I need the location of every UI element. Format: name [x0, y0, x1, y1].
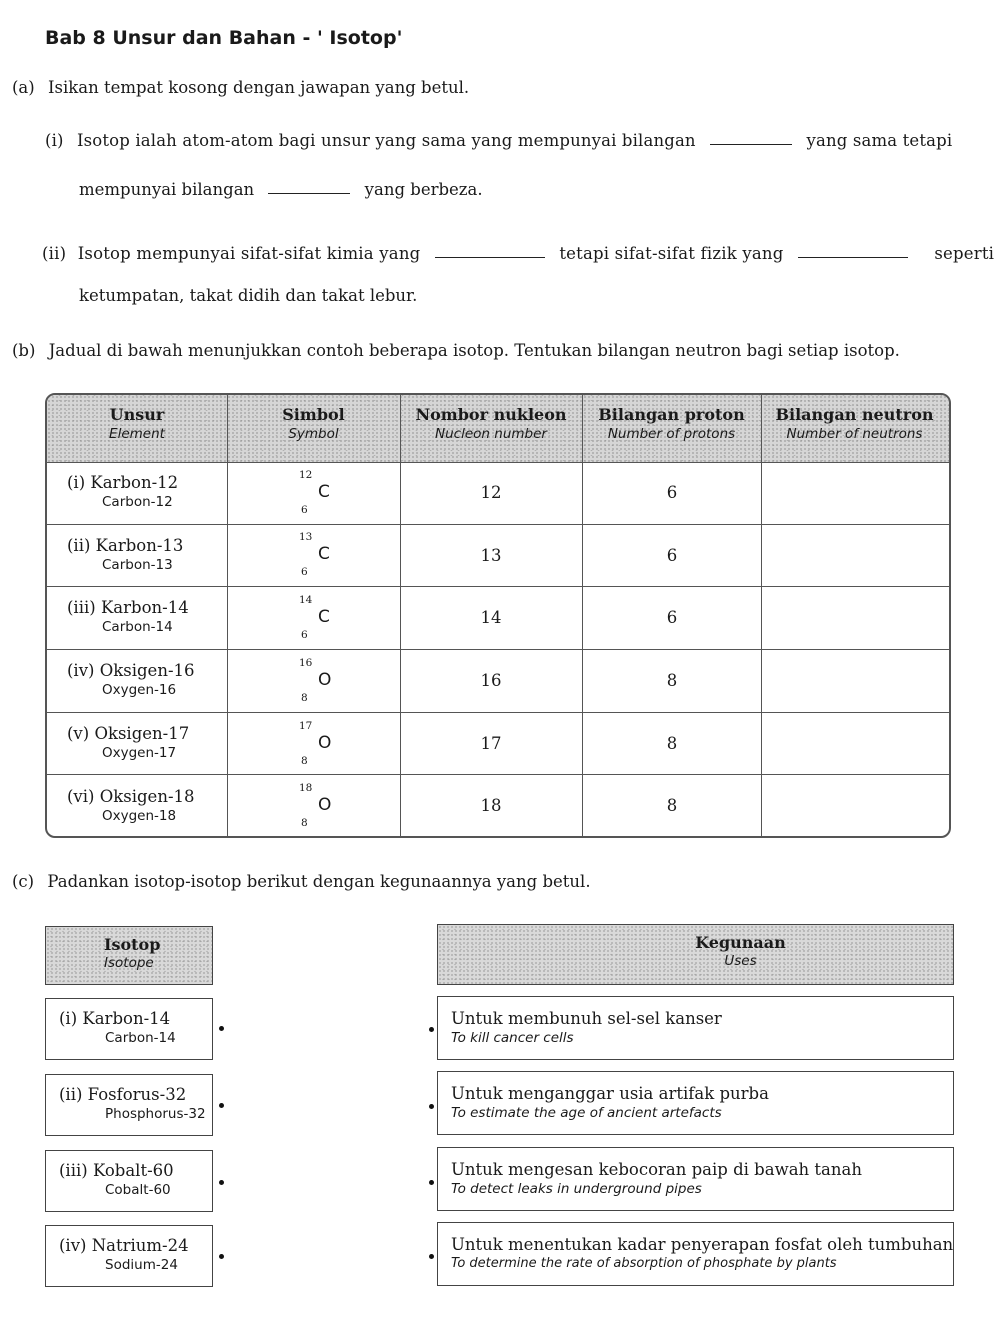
column-divider	[400, 395, 401, 836]
question-a-ii-text3: seperti	[934, 244, 995, 263]
isotope-item-phosphorus-32[interactable]: (ii) Fosforus-32 Phosphorus-32	[45, 1074, 213, 1136]
neutron-answer-cell[interactable]	[763, 587, 948, 648]
header-element: Unsur Element	[109, 405, 165, 442]
table-row-element: (vi) Oksigen-18 Oxygen-18	[67, 787, 195, 824]
isotope-table	[45, 393, 951, 838]
part-c-heading	[12, 872, 591, 891]
table-row-element: (iii) Karbon-14 Carbon-14	[67, 598, 189, 635]
neutron-answer-cell[interactable]	[763, 525, 948, 585]
proton-value: 8	[666, 796, 678, 815]
column-divider	[227, 395, 228, 836]
question-a-ii-text2: tetapi sifat-sifat fizik yang	[559, 244, 784, 263]
use-item-kill-cancer[interactable]: Untuk membunuh sel-sel kanser To kill cancer cells	[437, 996, 954, 1060]
isotope-item-carbon-14[interactable]: (i) Karbon-14 Carbon-14	[45, 998, 213, 1060]
question-a-i-text3: mempunyai bilangan	[79, 180, 255, 199]
column-divider	[761, 395, 762, 836]
header-symbol: Simbol Symbol	[282, 405, 345, 442]
question-a-ii-label: (ii)	[42, 244, 67, 263]
page-title: Bab 8 Unsur dan Bahan - ' Isotop'	[45, 27, 403, 49]
part-a-heading	[12, 78, 469, 97]
table-row-element: (v) Oksigen-17 Oxygen-17	[67, 724, 190, 761]
nucleon-value: 14	[480, 608, 502, 627]
isotope-column-header: Isotop Isotope	[45, 926, 213, 985]
question-a-ii-line2: ketumpatan, takat didih dan takat lebur.	[79, 286, 418, 305]
match-dot-use[interactable]	[429, 1180, 434, 1185]
part-c-label: (c)	[12, 872, 35, 891]
part-a-label: (a)	[12, 78, 35, 97]
part-a-instruction: Isikan tempat kosong dengan jawapan yang betul.	[47, 78, 470, 97]
table-row-element: (ii) Karbon-13 Carbon-13	[67, 536, 184, 573]
nucleon-value: 16	[480, 671, 502, 690]
answer-blank-a-i-2[interactable]	[268, 193, 350, 194]
isotope-symbol: 18 8 O	[299, 782, 332, 829]
isotope-item-cobalt-60[interactable]: (iii) Kobalt-60 Cobalt-60	[45, 1150, 213, 1212]
match-dot-use[interactable]	[429, 1254, 434, 1259]
question-a-i-line2	[79, 180, 483, 199]
nucleon-value: 13	[480, 546, 502, 565]
isotope-symbol: 12 6 C	[299, 469, 330, 516]
question-a-ii-line1	[42, 244, 994, 263]
match-dot-isotope[interactable]	[219, 1026, 224, 1031]
match-dot-use[interactable]	[429, 1027, 434, 1032]
proton-value: 6	[666, 608, 678, 627]
question-a-i-text1: Isotop ialah atom-atom bagi unsur yang sama yang mempunyai bilangan	[77, 131, 696, 150]
table-row-element: (iv) Oksigen-16 Oxygen-16	[67, 661, 195, 698]
neutron-answer-cell[interactable]	[763, 650, 948, 711]
match-dot-isotope[interactable]	[219, 1254, 224, 1259]
question-a-i-text2: yang sama tetapi	[806, 131, 953, 150]
isotope-symbol: 16 8 O	[299, 657, 332, 704]
question-a-i-line1	[45, 131, 952, 150]
answer-blank-a-ii-2[interactable]	[798, 257, 908, 258]
proton-value: 8	[666, 671, 678, 690]
nucleon-value: 18	[480, 796, 502, 815]
question-a-ii-text1: Isotop mempunyai sifat-sifat kimia yang	[77, 244, 421, 263]
header-nucleon-number: Nombor nukleon Nucleon number	[415, 405, 567, 442]
neutron-answer-cell[interactable]	[763, 713, 948, 773]
isotope-symbol: 13 6 C	[299, 531, 330, 578]
nucleon-value: 17	[480, 734, 502, 753]
part-c-instruction: Padankan isotop-isotop berikut dengan kegunaannya yang betul.	[47, 872, 591, 891]
part-b-heading	[12, 341, 900, 360]
neutron-answer-cell[interactable]	[763, 775, 948, 835]
proton-value: 6	[666, 483, 678, 502]
match-dot-isotope[interactable]	[219, 1180, 224, 1185]
isotope-item-sodium-24[interactable]: (iv) Natrium-24 Sodium-24	[45, 1225, 213, 1287]
uses-column-header: Kegunaan Uses	[437, 924, 954, 985]
proton-value: 8	[666, 734, 678, 753]
part-b-label: (b)	[12, 341, 36, 360]
question-a-i-text4: yang berbeza.	[364, 180, 483, 199]
use-item-phosphate-absorption[interactable]: Untuk menentukan kadar penyerapan fosfat oleh tumbuhan To determine the rate of absorption of phosphate by plants	[437, 1222, 954, 1286]
table-row-element: (i) Karbon-12 Carbon-12	[67, 473, 179, 510]
answer-blank-a-i-1[interactable]	[710, 144, 792, 145]
column-divider	[582, 395, 583, 836]
isotope-symbol: 17 8 O	[299, 720, 332, 767]
answer-blank-a-ii-1[interactable]	[435, 257, 545, 258]
header-protons: Bilangan proton Number of protons	[598, 405, 745, 442]
match-dot-use[interactable]	[429, 1104, 434, 1109]
match-dot-isotope[interactable]	[219, 1103, 224, 1108]
question-a-i-label: (i)	[45, 131, 64, 150]
use-item-detect-leaks[interactable]: Untuk mengesan kebocoran paip di bawah tanah To detect leaks in underground pipes	[437, 1147, 954, 1211]
nucleon-value: 12	[480, 483, 502, 502]
part-b-instruction: Jadual di bawah menunjukkan contoh beberapa isotop. Tentukan bilangan neutron bagi setiap isotop.	[48, 341, 900, 360]
isotope-symbol: 14 6 C	[299, 594, 330, 641]
neutron-answer-cell[interactable]	[763, 463, 948, 523]
header-neutrons: Bilangan neutron Number of neutrons	[775, 405, 934, 442]
use-item-estimate-age[interactable]: Untuk menganggar usia artifak purba To estimate the age of ancient artefacts	[437, 1071, 954, 1135]
proton-value: 6	[666, 546, 678, 565]
